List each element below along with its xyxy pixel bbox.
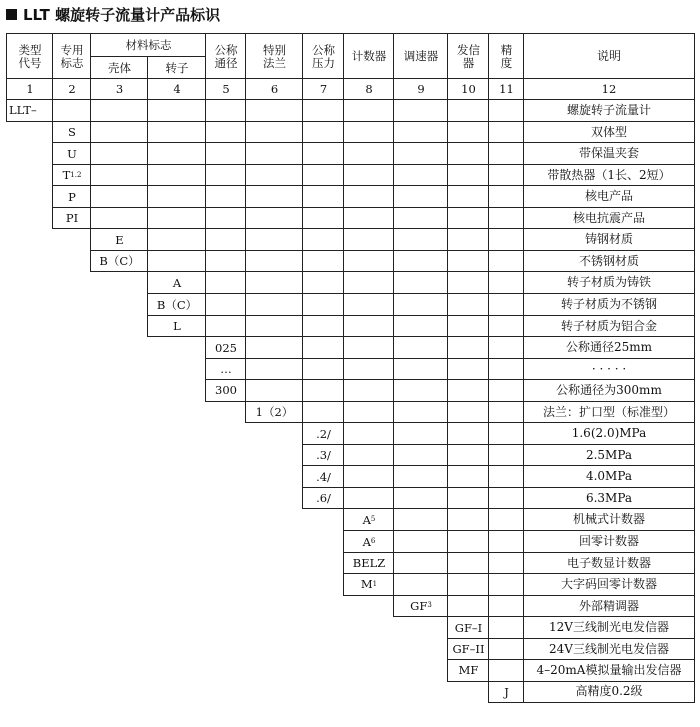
- header-line: 法兰: [263, 55, 286, 70]
- empty-cell: [245, 358, 303, 380]
- empty-cell: [343, 358, 394, 380]
- empty-cell: [447, 595, 489, 617]
- empty-cell: [147, 99, 206, 122]
- empty-cell: [343, 293, 394, 316]
- header-type-code: [6, 33, 53, 79]
- description-cell: 法兰：扩口型（标准型）: [523, 401, 695, 423]
- code-cell: [343, 508, 394, 531]
- empty-cell: [90, 185, 148, 208]
- empty-cell: [302, 99, 344, 122]
- code-cell: [393, 595, 448, 617]
- empty-cell: [488, 638, 524, 660]
- empty-cell: [488, 293, 524, 316]
- empty-cell: [488, 185, 524, 208]
- description-cell: 带保温夹套: [523, 142, 695, 165]
- empty-cell: [245, 315, 303, 337]
- column-number: 7: [302, 78, 344, 100]
- empty-cell: [488, 401, 524, 423]
- column-number: 5: [205, 78, 246, 100]
- header-nominal-pressure: [302, 33, 344, 79]
- header-line: 专用: [60, 42, 84, 57]
- empty-cell: [147, 250, 206, 272]
- empty-cell: [393, 530, 448, 553]
- empty-cell: [302, 142, 344, 165]
- description-cell: 公称通径25mm: [523, 336, 695, 359]
- empty-cell: [343, 315, 394, 337]
- header-line: 代号: [18, 55, 42, 70]
- empty-cell: [343, 185, 394, 208]
- code-cell: E: [90, 228, 148, 251]
- empty-cell: [447, 444, 489, 466]
- code-cell: [52, 164, 91, 186]
- empty-cell: [343, 121, 394, 143]
- empty-cell: [447, 250, 489, 272]
- header-line: 压力: [312, 55, 335, 70]
- empty-cell: [90, 207, 148, 229]
- column-number: 2: [52, 78, 91, 100]
- header-line: 特别: [263, 42, 286, 57]
- empty-cell: [205, 293, 246, 316]
- empty-cell: [393, 121, 448, 143]
- column-number: 9: [393, 78, 448, 100]
- description-cell: 转子材质为铸铁: [523, 271, 695, 294]
- empty-cell: [447, 207, 489, 229]
- code-cell: LLT–: [6, 99, 53, 122]
- code-cell: S: [52, 121, 91, 143]
- description-cell: 1.6(2.0)MPa: [523, 422, 695, 445]
- description-cell: 12V三线制光电发信器: [523, 616, 695, 639]
- empty-cell: [302, 164, 344, 186]
- empty-cell: [488, 530, 524, 553]
- empty-cell: [205, 207, 246, 229]
- empty-cell: [343, 336, 394, 359]
- header-line: 公称: [312, 42, 335, 57]
- empty-cell: [393, 271, 448, 294]
- empty-cell: [302, 336, 344, 359]
- empty-cell: [302, 207, 344, 229]
- empty-cell: [343, 228, 394, 251]
- code-cell: .3/: [302, 444, 344, 466]
- code-cell: B（C）: [90, 250, 148, 272]
- empty-cell: [343, 444, 394, 466]
- header-material-group: 材料标志: [90, 33, 206, 57]
- empty-cell: [447, 465, 489, 488]
- empty-cell: [447, 508, 489, 531]
- code-cell: [343, 530, 394, 553]
- code-subscript: 1: [372, 579, 378, 588]
- code-cell: MF: [447, 659, 489, 682]
- empty-cell: [488, 336, 524, 359]
- empty-cell: [343, 487, 394, 509]
- empty-cell: [447, 422, 489, 445]
- code-subscript: 5: [370, 515, 376, 524]
- description-cell: 带散热器（1长、2短）: [523, 164, 695, 186]
- empty-cell: [488, 465, 524, 488]
- description-cell: 螺旋转子流量计: [523, 99, 695, 122]
- empty-cell: [393, 358, 448, 380]
- empty-cell: [488, 508, 524, 531]
- empty-cell: [488, 358, 524, 380]
- empty-cell: [343, 271, 394, 294]
- empty-cell: [488, 228, 524, 251]
- code-cell: A: [147, 271, 206, 294]
- description-cell: 4.0MPa: [523, 465, 695, 488]
- empty-cell: [447, 315, 489, 337]
- empty-cell: [393, 508, 448, 531]
- empty-cell: [447, 142, 489, 165]
- empty-cell: [447, 573, 489, 596]
- code-subscript: 6: [370, 537, 376, 546]
- empty-cell: [393, 142, 448, 165]
- empty-cell: [393, 228, 448, 251]
- empty-cell: [90, 99, 148, 122]
- empty-cell: [343, 422, 394, 445]
- description-cell: 核电抗震产品: [523, 207, 695, 229]
- empty-cell: [52, 99, 91, 122]
- code-cell: L: [147, 315, 206, 337]
- header-line: 公称: [214, 42, 238, 57]
- empty-cell: [245, 121, 303, 143]
- column-number: 11: [488, 78, 524, 100]
- empty-cell: [302, 121, 344, 143]
- header-line: 精: [500, 42, 513, 57]
- empty-cell: [447, 99, 489, 122]
- empty-cell: [147, 164, 206, 186]
- empty-cell: [205, 315, 246, 337]
- empty-cell: [488, 250, 524, 272]
- empty-cell: [147, 142, 206, 165]
- empty-cell: [393, 379, 448, 402]
- empty-cell: [147, 228, 206, 251]
- empty-cell: [343, 164, 394, 186]
- empty-cell: [302, 379, 344, 402]
- empty-cell: [343, 99, 394, 122]
- empty-cell: [90, 164, 148, 186]
- code-cell: …: [205, 358, 246, 380]
- empty-cell: [343, 379, 394, 402]
- empty-cell: [393, 164, 448, 186]
- code-cell: P: [52, 185, 91, 208]
- empty-cell: [447, 401, 489, 423]
- code-letters: A: [362, 534, 371, 549]
- empty-cell: [205, 271, 246, 294]
- header-nominal-diameter: [205, 33, 246, 79]
- column-number: 4: [147, 78, 206, 100]
- code-cell: 1（2）: [245, 401, 303, 423]
- empty-cell: [393, 465, 448, 488]
- empty-cell: [245, 207, 303, 229]
- empty-cell: [447, 228, 489, 251]
- code-cell: GF–II: [447, 638, 489, 660]
- description-cell: 铸钢材质: [523, 228, 695, 251]
- description-cell: 双体型: [523, 121, 695, 143]
- code-cell: J: [488, 681, 524, 703]
- code-subscript: 1.2: [70, 170, 82, 179]
- empty-cell: [245, 250, 303, 272]
- code-letters: GF: [410, 598, 428, 613]
- header-line: 类型: [18, 42, 42, 57]
- description-cell: 大字码回零计数器: [523, 573, 695, 596]
- empty-cell: [447, 121, 489, 143]
- empty-cell: [488, 99, 524, 122]
- header-line: 标志: [60, 55, 84, 70]
- empty-cell: [447, 185, 489, 208]
- empty-cell: [205, 142, 246, 165]
- code-cell: 300: [205, 379, 246, 402]
- empty-cell: [447, 293, 489, 316]
- code-cell: .2/: [302, 422, 344, 445]
- empty-cell: [488, 422, 524, 445]
- column-number: 6: [245, 78, 303, 100]
- empty-cell: [393, 336, 448, 359]
- description-cell: 外部精调器: [523, 595, 695, 617]
- empty-cell: [447, 358, 489, 380]
- empty-cell: [488, 379, 524, 402]
- code-cell: GF–I: [447, 616, 489, 639]
- description-cell: 不锈钢材质: [523, 250, 695, 272]
- empty-cell: [302, 315, 344, 337]
- description-cell: 6.3MPa: [523, 487, 695, 509]
- header-special-flange: [245, 33, 303, 79]
- description-cell: 转子材质为不锈钢: [523, 293, 695, 316]
- empty-cell: [393, 207, 448, 229]
- empty-cell: [343, 465, 394, 488]
- empty-cell: [488, 552, 524, 574]
- empty-cell: [205, 250, 246, 272]
- empty-cell: [302, 293, 344, 316]
- header-line: 度: [500, 55, 513, 70]
- title-text: LLT 螺旋转子流量计产品标识: [23, 5, 221, 24]
- empty-cell: [90, 121, 148, 143]
- description-cell: 高精度0.2级: [523, 681, 695, 703]
- empty-cell: [393, 315, 448, 337]
- empty-cell: [245, 142, 303, 165]
- code-cell: PI: [52, 207, 91, 229]
- code-cell: [343, 573, 394, 596]
- empty-cell: [488, 487, 524, 509]
- code-cell: .6/: [302, 487, 344, 509]
- empty-cell: [393, 185, 448, 208]
- code-cell: BELZ: [343, 552, 394, 574]
- empty-cell: [205, 185, 246, 208]
- empty-cell: [447, 336, 489, 359]
- empty-cell: [343, 142, 394, 165]
- empty-cell: [343, 207, 394, 229]
- empty-cell: [245, 164, 303, 186]
- empty-cell: [447, 164, 489, 186]
- empty-cell: [488, 659, 524, 682]
- description-cell: 核电产品: [523, 185, 695, 208]
- header-description: 说明: [523, 33, 695, 79]
- header-rotor: 转子: [147, 56, 206, 79]
- code-cell: B（C）: [147, 293, 206, 316]
- empty-cell: [343, 250, 394, 272]
- empty-cell: [245, 228, 303, 251]
- empty-cell: [447, 487, 489, 509]
- description-cell: 公称通径为300mm: [523, 379, 695, 402]
- description-cell: 转子材质为铝合金: [523, 315, 695, 337]
- empty-cell: [488, 164, 524, 186]
- empty-cell: [205, 164, 246, 186]
- header-accuracy: [488, 33, 524, 79]
- column-number: 3: [90, 78, 148, 100]
- empty-cell: [393, 444, 448, 466]
- header-shell: 壳体: [90, 56, 148, 79]
- empty-cell: [245, 185, 303, 208]
- empty-cell: [205, 121, 246, 143]
- header-special-mark: [52, 33, 91, 79]
- empty-cell: [393, 573, 448, 596]
- description-cell: · · · · ·: [523, 358, 695, 380]
- empty-cell: [302, 185, 344, 208]
- empty-cell: [245, 293, 303, 316]
- description-cell: 2.5MPa: [523, 444, 695, 466]
- code-letters: A: [362, 512, 371, 527]
- empty-cell: [393, 552, 448, 574]
- empty-cell: [147, 185, 206, 208]
- empty-cell: [393, 99, 448, 122]
- column-number: 10: [447, 78, 489, 100]
- empty-cell: [447, 530, 489, 553]
- empty-cell: [245, 379, 303, 402]
- column-number: 8: [343, 78, 394, 100]
- empty-cell: [302, 250, 344, 272]
- column-number: 12: [523, 78, 695, 100]
- empty-cell: [488, 573, 524, 596]
- empty-cell: [393, 250, 448, 272]
- empty-cell: [488, 616, 524, 639]
- code-cell: .4/: [302, 465, 344, 488]
- empty-cell: [488, 315, 524, 337]
- description-cell: 回零计数器: [523, 530, 695, 553]
- code-cell: U: [52, 142, 91, 165]
- empty-cell: [393, 422, 448, 445]
- empty-cell: [447, 379, 489, 402]
- empty-cell: [447, 271, 489, 294]
- empty-cell: [393, 293, 448, 316]
- empty-cell: [488, 271, 524, 294]
- empty-cell: [147, 121, 206, 143]
- empty-cell: [393, 487, 448, 509]
- header-line: 器: [462, 55, 475, 70]
- empty-cell: [447, 552, 489, 574]
- header-line: 通径: [214, 55, 238, 70]
- empty-cell: [302, 401, 344, 423]
- empty-cell: [205, 228, 246, 251]
- empty-cell: [488, 207, 524, 229]
- code-cell: 025: [205, 336, 246, 359]
- empty-cell: [302, 271, 344, 294]
- empty-cell: [245, 336, 303, 359]
- empty-cell: [343, 401, 394, 423]
- header-transmitter: [447, 33, 489, 79]
- description-cell: 4–20mA模拟量输出发信器: [523, 659, 695, 682]
- code-subscript: 3: [427, 601, 432, 610]
- header-line: 发信: [457, 42, 480, 57]
- empty-cell: [488, 595, 524, 617]
- code-letters: T: [62, 168, 71, 183]
- header-speed-regulator: 调速器: [393, 33, 448, 79]
- empty-cell: [205, 99, 246, 122]
- empty-cell: [393, 401, 448, 423]
- empty-cell: [245, 99, 303, 122]
- code-letters: M: [360, 577, 373, 592]
- description-cell: 机械式计数器: [523, 508, 695, 531]
- description-cell: 24V三线制光电发信器: [523, 638, 695, 660]
- empty-cell: [90, 142, 148, 165]
- header-counter: 计数器: [343, 33, 394, 79]
- description-cell: 电子数显计数器: [523, 552, 695, 574]
- empty-cell: [245, 271, 303, 294]
- empty-cell: [488, 444, 524, 466]
- empty-cell: [302, 358, 344, 380]
- column-number: 1: [6, 78, 53, 100]
- empty-cell: [488, 121, 524, 143]
- empty-cell: [302, 228, 344, 251]
- empty-cell: [488, 142, 524, 165]
- empty-cell: [147, 207, 206, 229]
